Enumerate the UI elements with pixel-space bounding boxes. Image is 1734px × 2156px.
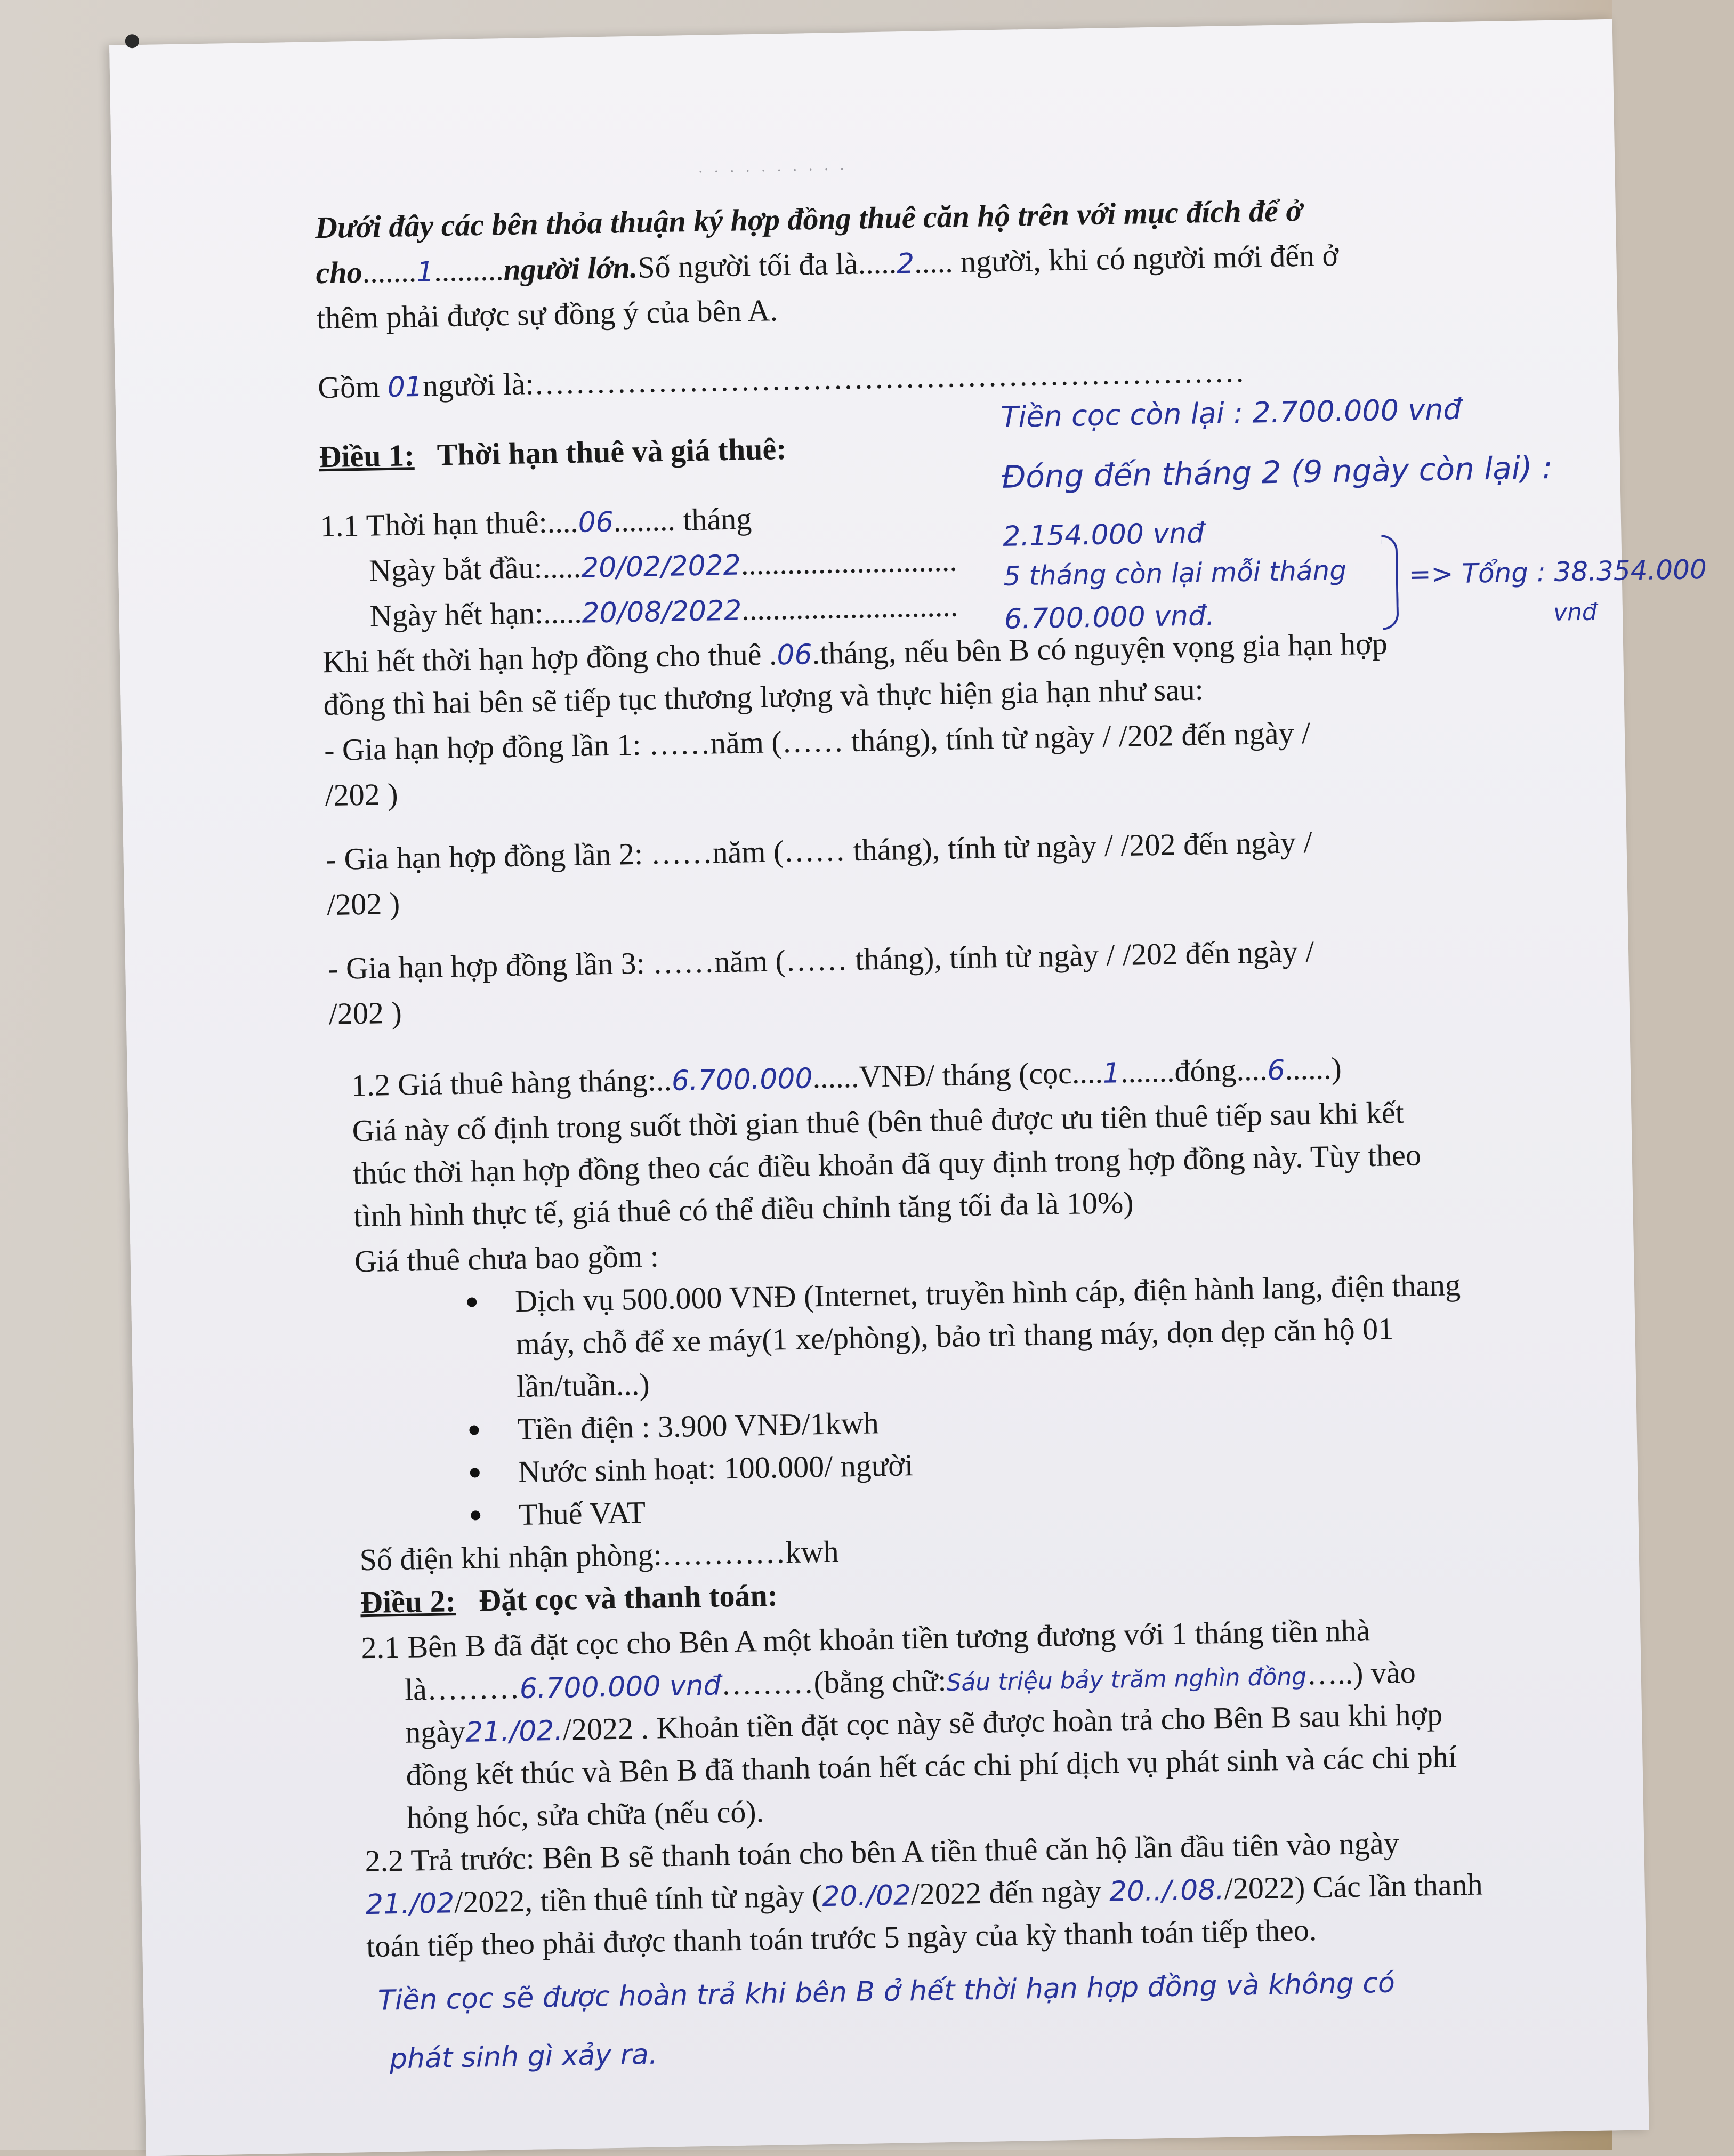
prepay-date-fill: 21./02 (365, 1887, 455, 1921)
term-line: 1.1 Thời hạn thuê:....06........ tháng (320, 501, 752, 544)
exclusion-service-1: Dịch vụ 500.000 VNĐ (Internet, truyền hình cáp, điện hành lang, điện thang (514, 1267, 1461, 1319)
renewal-line-2: đồng thì hai bên sẽ tiếp tục thương lượng và thực hiện gia hạn như sau: (323, 672, 1204, 722)
pay-months-fill: 6 (1267, 1054, 1286, 1087)
deposit-words-fill: Sáu triệu bảy trăm nghìn đồng (946, 1663, 1307, 1697)
handwritten-brace (1381, 535, 1399, 630)
intro-line-1: Dưới đây các bên thỏa thuận ký hợp đồng thuê căn hộ trên với mục đích để ở (314, 192, 1303, 245)
term-fill: 06 (578, 506, 614, 539)
bullet (470, 1468, 480, 1477)
extension-2-tail: /202 ) (326, 886, 400, 922)
max-people-fill: 2 (896, 247, 915, 280)
exclusions-heading: Giá thuê chưa bao gồm : (354, 1238, 659, 1279)
handwritten-bottom-note-1: Tiền cọc sẽ được hoàn trả khi bên B ở hết thời hạn hợp đồng và không có (377, 1967, 1396, 2017)
meter-line: Số điện khi nhận phòng:…………kwh (359, 1534, 840, 1578)
exclusion-vat: Thuế VAT (518, 1494, 646, 1532)
intro-line-3: thêm phải được sự đồng ý của bên A. (316, 293, 778, 336)
deposit-line-4: đồng kết thúc và Bên B đã thanh toán hết các chi phí dịch vụ phát sinh và các chi phí (406, 1739, 1457, 1792)
handwritten-bottom-note-2: phát sinh gì xảy ra. (389, 2038, 658, 2075)
exclusion-service-2: máy, chỗ để xe máy(1 xe/phòng), bảo trì thang máy, dọn dẹp căn hộ 01 (515, 1311, 1394, 1362)
bullet (471, 1510, 480, 1520)
price-desc-2: thúc thời hạn hợp đồng theo các điều khoản đã quy định trong hợp đồng này. Tùy theo (352, 1137, 1422, 1191)
deposit-date-fill: 21./02. (465, 1715, 563, 1749)
deposit-line-5: hỏng hóc, sửa chữa (nếu có). (406, 1794, 764, 1835)
deposit-months-fill: 1 (1102, 1057, 1121, 1090)
renewal-months-fill: 06 (776, 639, 813, 672)
bullet (469, 1425, 479, 1435)
handwritten-total-unit: vnđ (1553, 598, 1598, 626)
deposit-line-3: ngày21./02./2022 . Khoản tiền đặt cọc này sẽ được hoàn trả cho Bên B sau khi hợp (405, 1696, 1443, 1750)
rent-from-fill: 20./02 (821, 1879, 912, 1913)
deposit-line-1: 2.1 Bên B đã đặt cọc cho Bên A một khoản tiền tương đương với 1 tháng tiền nhà (360, 1613, 1370, 1666)
exclusion-electricity: Tiền điện : 3.900 VNĐ/1kwh (517, 1405, 880, 1447)
members-count-fill: 01 (387, 371, 423, 404)
monthly-price-line: 1.2 Giá thuê hàng tháng:..6.700.000......VNĐ/ tháng (cọc....1.......đóng....6......) (351, 1050, 1342, 1103)
adults-fill: 1 (416, 256, 434, 289)
rent-to-fill: 20../.08. (1109, 1874, 1225, 1908)
renewal-line-1: Khi hết thời hạn hợp đồng cho thuê .06.tháng, nếu bên B có nguyện vọng gia hạn hợp (322, 626, 1388, 680)
extension-2: - Gia hạn hợp đồng lần 2: ……năm (…… tháng), tính từ ngày / /202 đến ngày / (326, 824, 1313, 877)
handwritten-note-deposit: Tiền cọc còn lại : 2.700.000 vnđ (1000, 392, 1462, 434)
price-desc-3: tình hình thực tế, giá thuê có thể điều chỉnh tăng tối đa là 10%) (353, 1185, 1134, 1234)
deposit-amount-fill: 6.700.000 vnđ (519, 1669, 722, 1706)
handwritten-total: => Tổng : 38.354.000 (1408, 553, 1707, 590)
article-1-heading: Điều 1: Thời hạn thuê và giá thuê: (318, 431, 787, 474)
faded-header: · · · · · · · · · · (698, 160, 848, 181)
exclusion-water: Nước sinh hoạt: 100.000/ người (518, 1447, 914, 1490)
punch-hole (125, 34, 139, 48)
start-date-fill: 20/02/2022 (580, 549, 741, 584)
exclusion-service-3: lần/tuần...) (516, 1366, 650, 1404)
start-date-line: Ngày bắt đầu:.....20/02/2022............................ (368, 543, 958, 588)
end-date-fill: 20/08/2022 (582, 594, 742, 630)
handwritten-note-paid: Đóng đến tháng 2 (9 ngày còn lại) : (1001, 449, 1553, 495)
end-date-line: Ngày hết hạn:.....20/08/2022............................ (369, 588, 958, 633)
article-2-heading: Điều 2: Đặt cọc và thanh toán: (360, 1578, 778, 1620)
contract-page (109, 19, 1707, 2156)
extension-3-tail: /202 ) (328, 995, 402, 1032)
price-fill: 6.700.000 (671, 1063, 813, 1097)
prepay-line-3: toán tiếp theo phải được thanh toán trước 5 ngày của kỳ thanh toán tiếp theo. (366, 1912, 1317, 1964)
members-line: Gồm 01người là:…………………………………………………………… (317, 353, 1245, 405)
extension-1-tail: /202 ) (325, 776, 399, 813)
handwritten-note-amount: 2.154.000 vnđ (1002, 517, 1205, 553)
bullet (467, 1297, 477, 1307)
handwritten-note-remaining: 5 tháng còn lại mỗi tháng (1003, 554, 1347, 592)
extension-3: - Gia hạn hợp đồng lần 3: ……năm (…… tháng), tính từ ngày / /202 đến ngày / (327, 934, 1314, 986)
prepay-line-2: 21./02/2022, tiền thuê tính từ ngày (20./02/2022 đến ngày 20../.08./2022) Các lần thanh (365, 1867, 1483, 1921)
handwritten-note-monthly: 6.700.000 vnđ. (1004, 599, 1215, 635)
extension-1: - Gia hạn hợp đồng lần 1: ……năm (…… tháng), tính từ ngày / /202 đến ngày / (324, 715, 1311, 768)
price-desc-1: Giá này cố định trong suốt thời gian thuê (bên thuê được ưu tiên thuê tiếp sau khi kết (352, 1095, 1405, 1148)
intro-line-2: cho.......1.........người lớn.Số người tối đa là.....2..... người, khi có người mới đến ở (315, 237, 1339, 291)
prepay-line-1: 2.2 Trả trước: Bên B sẽ thanh toán cho bên A tiền thuê căn hộ lần đầu tiên vào ngày (364, 1825, 1400, 1879)
deposit-line-2: là………6.700.000 vnđ………(bằng chữ:Sáu triệu bảy trăm nghìn đồng…..) vào (404, 1654, 1416, 1707)
